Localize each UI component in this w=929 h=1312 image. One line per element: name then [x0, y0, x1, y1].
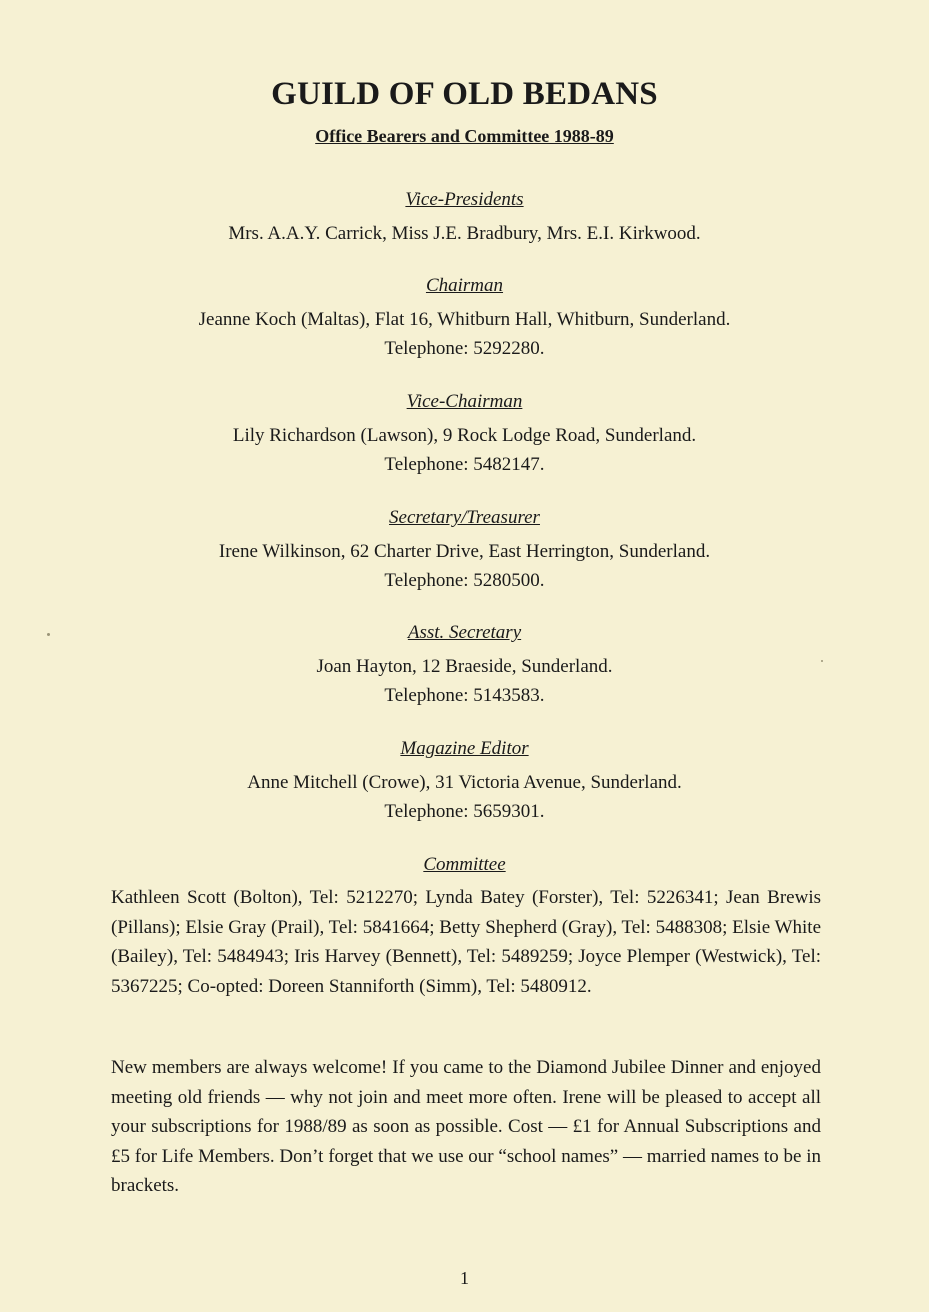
secretary-treasurer-telephone: Telephone: 5280500.: [384, 570, 545, 591]
magazine-editor-address: Anne Mitchell (Crowe), 31 Victoria Avenue, Sunderland.: [247, 772, 682, 793]
secretary-treasurer-section: [0, 506, 929, 595]
paper-speck: [47, 633, 50, 636]
chairman-telephone: Telephone: 5292280.: [384, 338, 545, 359]
magazine-editor-section: [0, 737, 929, 826]
page-subtitle: Office Bearers and Committee 1988-89: [315, 126, 614, 146]
section-heading: Chairman: [425, 275, 504, 296]
page-number: 1: [460, 1268, 469, 1288]
vice-presidents-names: Mrs. A.A.Y. Carrick, Miss J.E. Bradbury, Mrs. E.I. Kirkwood.: [228, 223, 701, 244]
section-heading: Magazine Editor: [400, 738, 529, 759]
page-title: GUILD OF OLD BEDANS: [271, 76, 658, 112]
section-heading: Committee: [423, 854, 506, 875]
committee-list: Kathleen Scott (Bolton), Tel: 5212270; Lynda Batey (Forster), Tel: 5226341; Jean Brewis (Pillans); Elsie Gray (Prail), Tel: 5841664; Betty Shepherd (Gray), Tel: 5488308; Elsie White (Bailey), Tel: 5484943; Iris Harvey (Bennett), Tel: 5489259; Joyce Plemper (Westwick), Tel: 5367225; Co-opted: Doreen Stanniforth (Simm), Tel: 5480912.: [111, 887, 821, 997]
vice-chairman-address: Lily Richardson (Lawson), 9 Rock Lodge Road, Sunderland.: [232, 425, 697, 446]
section-heading: Secretary/Treasurer: [389, 507, 540, 528]
closing-paragraph: New members are always welcome! If you came to the Diamond Jubilee Dinner and enjoyed meeting old friends — why not join and meet more often. Irene will be pleased to accept all your subscriptions for 1988/89 as soon as possible. Cost — £1 for Annual Subscriptions and £5 for Life Members. Don’t forget that we use our “school names” — married names to be in brackets.: [111, 1057, 821, 1196]
vice-chairman-section: [0, 390, 929, 479]
vice-presidents-section: [0, 188, 929, 248]
section-heading: Vice-Chairman: [406, 391, 523, 412]
vice-chairman-telephone: Telephone: 5482147.: [384, 454, 545, 475]
magazine-editor-telephone: Telephone: 5659301.: [384, 801, 545, 822]
secretary-treasurer-address: Irene Wilkinson, 62 Charter Drive, East Herrington, Sunderland.: [218, 541, 711, 562]
section-heading: Vice-Presidents: [405, 189, 524, 210]
chairman-section: [0, 274, 929, 363]
paper-speck: [821, 660, 823, 662]
asst-secretary-section: [0, 621, 929, 710]
asst-secretary-telephone: Telephone: 5143583.: [384, 685, 545, 706]
chairman-address: Jeanne Koch (Maltas), Flat 16, Whitburn Hall, Whitburn, Sunderland.: [198, 309, 731, 330]
section-heading: Asst. Secretary: [407, 622, 522, 643]
committee-section: [0, 853, 929, 877]
asst-secretary-address: Joan Hayton, 12 Braeside, Sunderland.: [316, 656, 613, 677]
